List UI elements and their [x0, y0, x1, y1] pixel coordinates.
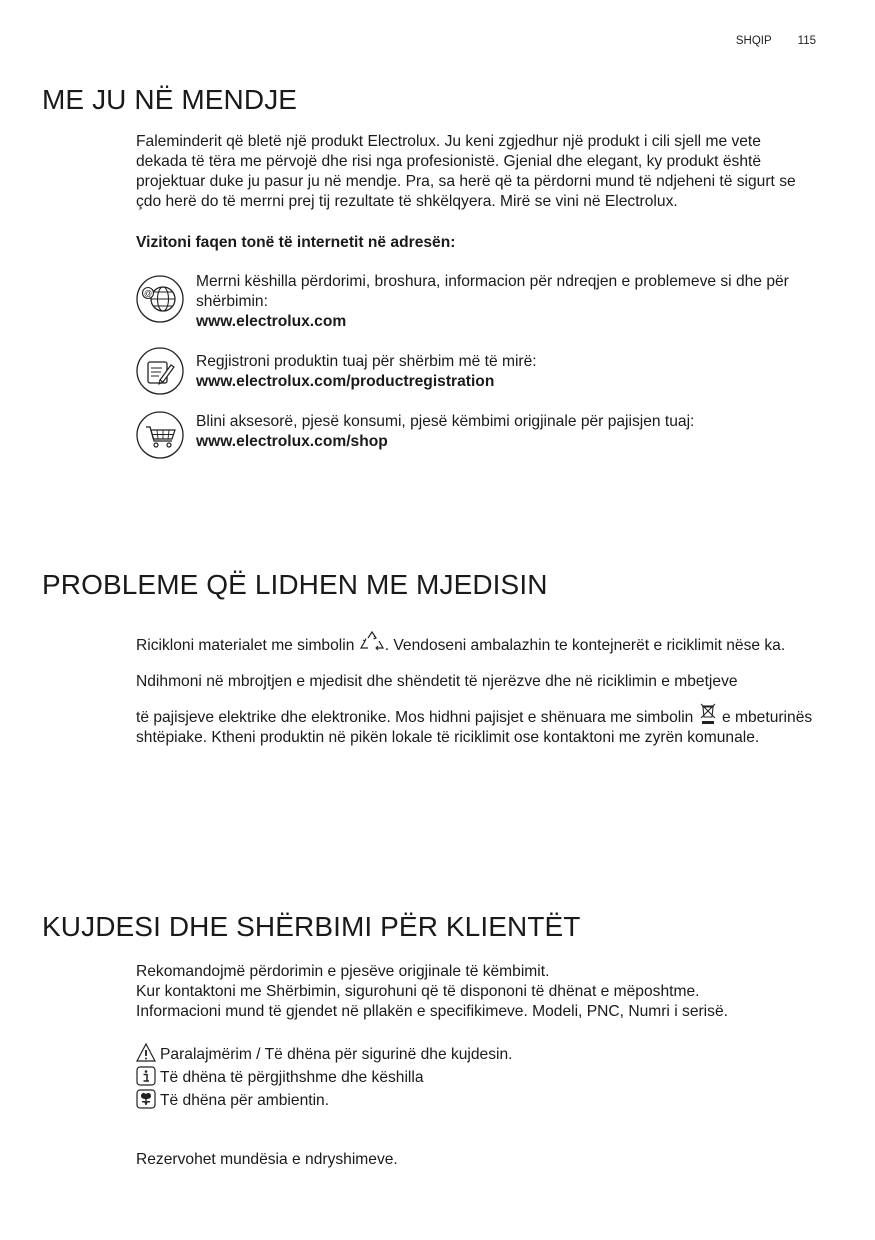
- web-globe-icon: [136, 275, 184, 323]
- page-header: [736, 35, 816, 47]
- legend-item-warning: Paralajmërim / Të dhëna për sigurinë dhe kujdesin.: [136, 1043, 513, 1065]
- warning-icon: [136, 1043, 156, 1063]
- link-description: Merrni këshilla përdorimi, broshura, informacion për ndreqjen e problemeve si dhe për shërbimin:: [196, 273, 789, 310]
- link-description: Regjistroni produktin tuaj për shërbim më të mirë:: [196, 353, 537, 370]
- customer-care-paragraph: Rekomandojmë përdorimin e pjesëve origjinale të këmbimit. Kur kontaktoni me Shërbimin, sigurohuni që të dispononi të dhënat e mëposhtme. Informacioni mund të gjendet në pllakën e specifikimeve. Modeli, PNC, Numri i serisë.: [136, 963, 728, 1020]
- environment-paragraph-3: të pajisjeve elektrike dhe elektronike. Mos hidhni pajisjet e shënuara me simbolin e mbeturinës shtëpiake. Ktheni produktin në pikën lokale të riciklimit ose kontaktoni me zyrën komunale.: [136, 702, 816, 748]
- environment-paragraph-1: Ricikloni materialet me simbolin . Vendoseni ambalazhin te kontejnerët e riciklimit nëse ka.: [136, 630, 816, 656]
- registration-icon: [136, 347, 184, 395]
- recycle-icon: [359, 630, 385, 654]
- shopping-cart-icon: [136, 411, 184, 459]
- link-url-website[interactable]: www.electrolux.com: [196, 313, 347, 330]
- changes-reserved-note: Rezervohet mundësia e ndryshimeve.: [136, 1151, 398, 1168]
- svg-text:@: @: [143, 289, 153, 298]
- language-label: SHQIP: [735, 35, 772, 47]
- weee-bin-icon: [698, 702, 718, 726]
- visit-website-label: Vizitoni faqen tonë të internetit në adresën:: [136, 234, 456, 251]
- environment-icon: [136, 1089, 156, 1109]
- section-title-customer-care: KUJDESI DHE SHËRBIMI PËR KLIENTËT: [42, 911, 581, 942]
- intro-paragraph: Faleminderit që bletë një produkt Electrolux. Ju keni zgjedhur një produkt i cili sjell me vete dekada të tëra me përvojë dhe risi nga profesionistë. Gjenial dhe elegant, ky produkt është projektuar duke ju pasur ju në mendje. Pra, sa herë që ta përdorni mund të ndjeheni të sigurt se çdo herë do të merrni prej tij rezultate të shkëlqyera. Mirë se vini në Electrolux.: [136, 133, 796, 210]
- section-title-environment: PROBLEME QË LIDHEN ME MJEDISIN: [42, 569, 548, 600]
- legend-item-environment: Të dhëna për ambientin.: [136, 1089, 329, 1111]
- link-url-registration[interactable]: www.electrolux.com/productregistration: [196, 373, 495, 390]
- page-number: 115: [797, 35, 816, 47]
- link-description: Blini aksesorë, pjesë konsumi, pjesë këmbimi origjinale për pajisjen tuaj:: [196, 413, 695, 430]
- legend-item-info: Të dhëna të përgjithshme dhe këshilla: [136, 1066, 424, 1088]
- section-title-in-mind: ME JU NË MENDJE: [42, 84, 298, 115]
- info-icon: [136, 1066, 156, 1086]
- link-url-shop[interactable]: www.electrolux.com/shop: [196, 433, 388, 450]
- environment-paragraph-2: Ndihmoni në mbrojtjen e mjedisit dhe shëndetit të njerëzve dhe në riciklimin e mbetjeve: [136, 673, 738, 690]
